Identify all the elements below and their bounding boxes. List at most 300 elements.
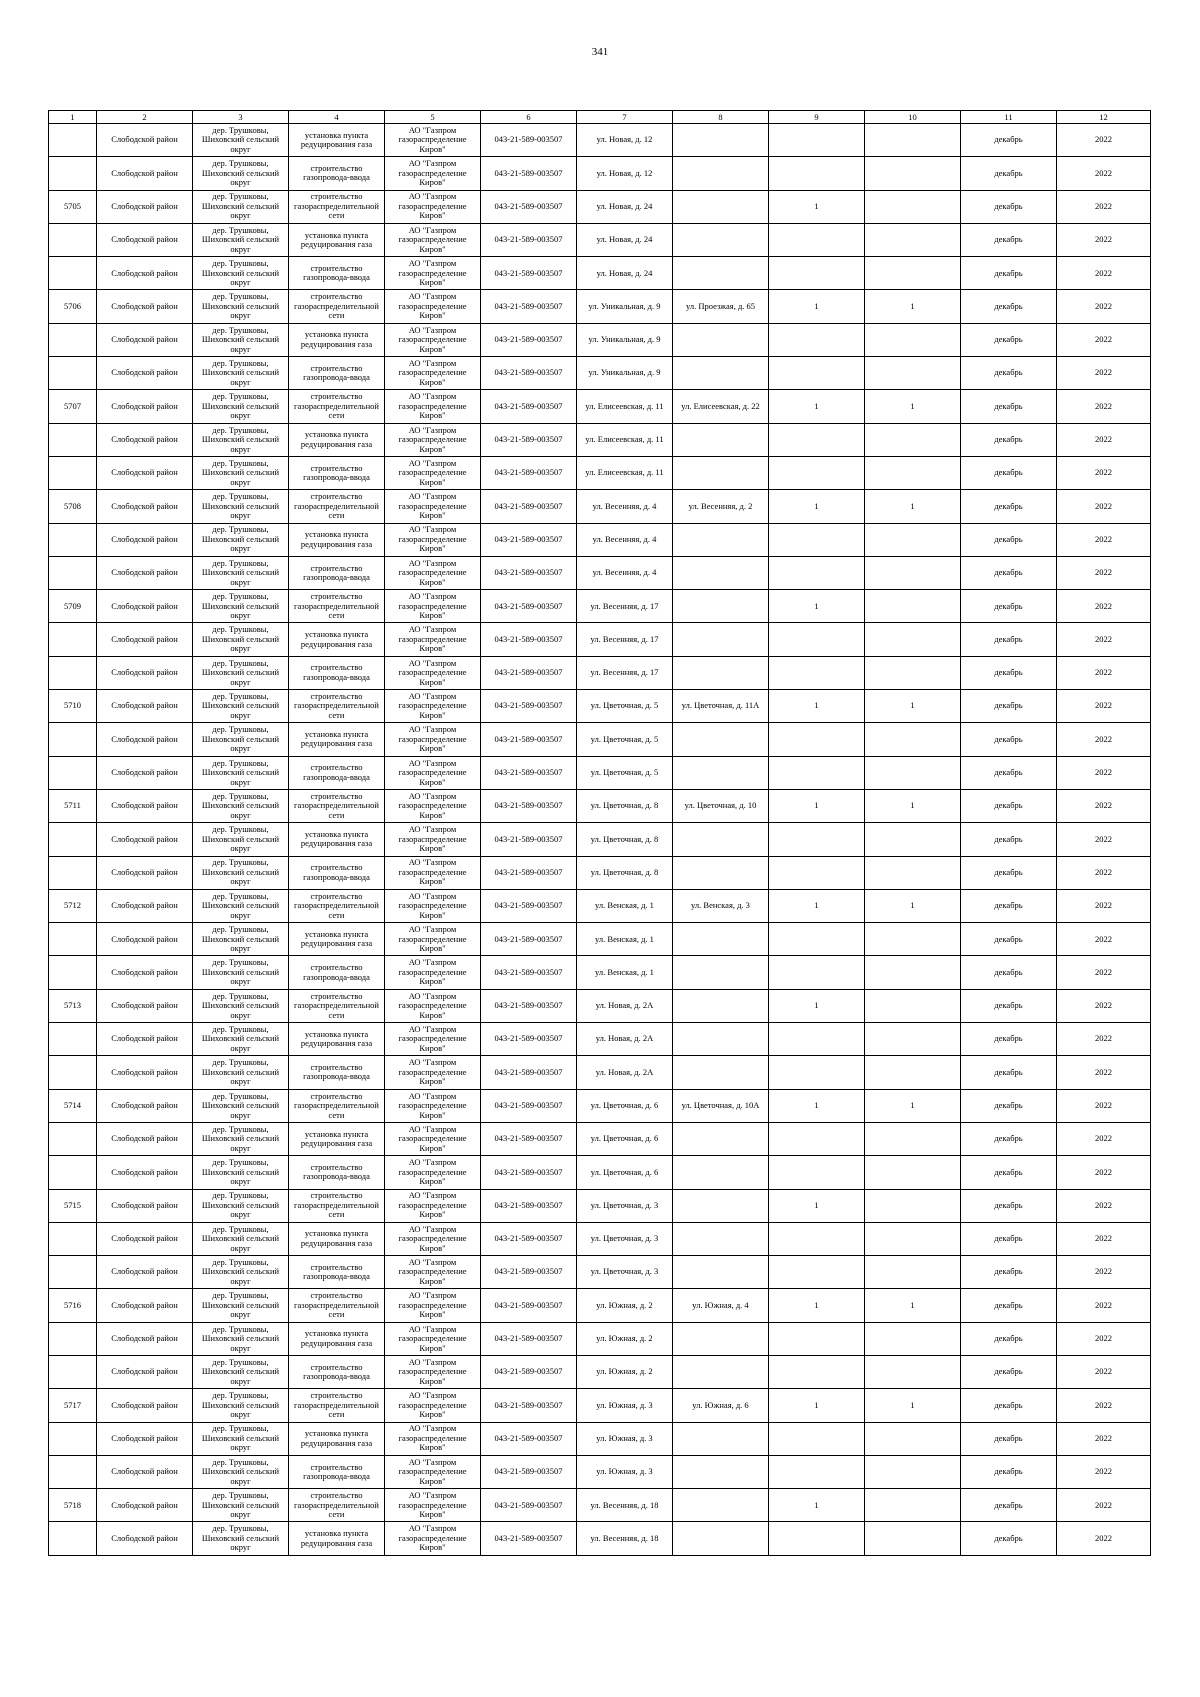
table-cell-c5 <box>385 257 481 290</box>
table-cell-c6 <box>481 1156 577 1189</box>
cell-text: 043-21-589-003507 <box>494 1400 563 1410</box>
cell-text: Слободской район <box>111 1234 178 1244</box>
cell-text: 043-21-589-003507 <box>494 1134 563 1144</box>
cell-text: строительство газораспределительной сети <box>294 192 379 221</box>
cell-text: ул. Новая, д. 24 <box>596 201 653 211</box>
cell-text: декабрь <box>994 168 1023 178</box>
cell-text: строительство газораспределительной сети <box>294 292 379 321</box>
table-cell-c4 <box>289 923 385 956</box>
cell-text: 1 <box>814 801 819 811</box>
table-row <box>49 157 1151 190</box>
table-cell-c7 <box>577 1522 673 1555</box>
cell-text: строительство газораспределительной сети <box>294 1491 379 1520</box>
cell-text: 1 <box>814 1300 819 1310</box>
table-cell-c10 <box>865 1189 961 1222</box>
cell-text: АО "Газпром газораспределение Киров" <box>398 558 467 587</box>
table-cell-c8 <box>673 290 769 323</box>
cell-text: 1 <box>814 601 819 611</box>
table-cell-c12 <box>1057 989 1151 1022</box>
table-cell-c1 <box>49 1489 97 1522</box>
cell-text: Слободской район <box>111 668 178 678</box>
cell-text: строительство газораспределительной сети <box>294 891 379 920</box>
cell-text: 2022 <box>1095 867 1112 877</box>
table-cell-c9 <box>769 823 865 856</box>
cell-text: дер. Трушковы, Шиховский сельский округ <box>201 259 280 288</box>
cell-text: 043-21-589-003507 <box>494 1101 563 1110</box>
table-cell-c9 <box>769 1355 865 1388</box>
table-cell-c4 <box>289 1023 385 1056</box>
cell-text: 2022 <box>1095 1234 1112 1244</box>
table-cell-c5 <box>385 923 481 956</box>
cell-text: дер. Трушковы, Шиховский сельский округ <box>201 292 280 321</box>
table-cell-c7 <box>577 923 673 956</box>
table-cell-c8 <box>673 1222 769 1255</box>
cell-text: дер. Трушковы, Шиховский сельский округ <box>201 592 280 621</box>
table-cell-c3 <box>193 1522 289 1555</box>
table-cell-c8 <box>673 390 769 423</box>
cell-text: 1 <box>814 301 819 311</box>
cell-text: установка пункта редуцирования газа <box>300 1329 373 1348</box>
table-cell-c3 <box>193 1023 289 1056</box>
table-cell-c11 <box>961 390 1057 423</box>
table-cell-c10 <box>865 1122 961 1155</box>
cell-text: установка пункта редуцирования газа <box>300 1029 373 1049</box>
cell-text: Слободской район <box>111 768 178 778</box>
table-row <box>49 1522 1151 1555</box>
table-cell-c11 <box>961 1222 1057 1255</box>
table-cell-c1 <box>49 1023 97 1056</box>
cell-text: декабрь <box>994 901 1023 911</box>
table-cell-c7 <box>577 1256 673 1289</box>
table-cell-c11 <box>961 756 1057 789</box>
cell-text: АО "Газпром газораспределение Киров" <box>398 292 467 321</box>
table-row <box>49 1289 1151 1322</box>
table-cell-c6 <box>481 756 577 789</box>
table-cell-c4 <box>289 1355 385 1388</box>
cell-text: АО "Газпром газораспределение Киров" <box>398 825 467 854</box>
cell-text: ул. Южная, д. 2 <box>596 1334 653 1344</box>
cell-text: АО "Газпром газораспределение Киров" <box>398 625 467 654</box>
cell-text: ул. Цветочная, д. 10А <box>681 1101 760 1110</box>
table-body <box>49 124 1151 1556</box>
table-cell-c1 <box>49 690 97 723</box>
table-row <box>49 290 1151 323</box>
cell-text: установка пункта редуцирования газа <box>300 1429 373 1448</box>
table-cell-c8 <box>673 523 769 556</box>
table-cell-c7 <box>577 290 673 323</box>
cell-text: АО "Газпром газораспределение Киров" <box>398 1257 467 1286</box>
cell-text: 043-21-589-003507 <box>494 468 563 478</box>
table-cell-c8 <box>673 124 769 157</box>
table-cell-c8 <box>673 1455 769 1488</box>
table-cell-c9 <box>769 257 865 290</box>
table-cell-c4 <box>289 823 385 856</box>
cell-text: Слободской район <box>111 201 178 211</box>
cell-text: дер. Трушковы, Шиховский сельский округ <box>201 225 280 254</box>
table-cell-c3 <box>193 1156 289 1189</box>
table-row <box>49 756 1151 789</box>
cell-text: Слободской район <box>111 701 178 711</box>
table-cell-c12 <box>1057 789 1151 822</box>
cell-text: строительство газораспределительной сети <box>294 1191 379 1220</box>
cell-text: декабрь <box>994 534 1023 544</box>
table-cell-c12 <box>1057 590 1151 623</box>
table-row <box>49 690 1151 723</box>
cell-text: Слободской район <box>111 135 178 145</box>
cell-text: ул. Весенняя, д. 4 <box>592 501 657 511</box>
cell-text: декабрь <box>994 967 1023 977</box>
cell-text: дер. Трушковы, Шиховский сельский округ <box>201 1024 280 1053</box>
cell-text: АО "Газпром газораспределение Киров" <box>398 925 467 954</box>
cell-text: 1 <box>910 401 915 411</box>
table-cell-c6 <box>481 1089 577 1122</box>
table-cell-c5 <box>385 1522 481 1555</box>
cell-text: ул. Уникальная, д. 9 <box>588 335 661 345</box>
table-cell-c9 <box>769 1256 865 1289</box>
cell-text: ул. Южная, д. 2 <box>596 1367 653 1377</box>
table-cell-c12 <box>1057 390 1151 423</box>
table-cell-c7 <box>577 690 673 723</box>
table-cell-c8 <box>673 1355 769 1388</box>
cell-text: Слободской район <box>111 901 178 911</box>
table-cell-c10 <box>865 257 961 290</box>
cell-text: 043-21-589-003507 <box>494 1334 563 1344</box>
cell-text: ул. Цветочная, д. 5 <box>590 734 659 744</box>
cell-text: дер. Трушковы, Шиховский сельский округ <box>201 1457 280 1486</box>
table-cell-c11 <box>961 1322 1057 1355</box>
table-cell-c6 <box>481 1122 577 1155</box>
cell-text: 2022 <box>1095 1200 1112 1210</box>
table-cell-c5 <box>385 490 481 523</box>
cell-text: декабрь <box>994 634 1023 644</box>
table-cell-c9 <box>769 556 865 589</box>
cell-text: дер. Трушковы, Шиховский сельский округ <box>201 691 280 720</box>
cell-text: 2022 <box>1095 834 1112 844</box>
table-row <box>49 856 1151 889</box>
table-cell-c8 <box>673 223 769 256</box>
table-cell-c10 <box>865 1056 961 1089</box>
table-cell-c3 <box>193 323 289 356</box>
cell-text: дер. Трушковы, Шиховский сельский округ <box>201 1291 280 1320</box>
cell-text: 1 <box>910 1400 915 1410</box>
table-cell-c9 <box>769 1189 865 1222</box>
table-cell-c5 <box>385 989 481 1022</box>
table-cell-c4 <box>289 1289 385 1322</box>
cell-text: установка пункта редуцирования газа <box>300 130 373 150</box>
table-cell-c7 <box>577 1389 673 1422</box>
cell-text: 2022 <box>1095 468 1112 478</box>
table-cell-c3 <box>193 1089 289 1122</box>
table-cell-c3 <box>193 290 289 323</box>
table-cell-c11 <box>961 956 1057 989</box>
cell-text: ул. Уникальная, д. 9 <box>588 368 661 378</box>
cell-text: ул. Новая, д. 2А <box>595 1034 654 1044</box>
table-cell-c6 <box>481 490 577 523</box>
cell-text: строительство газопровода-ввода <box>303 663 370 682</box>
table-row <box>49 956 1151 989</box>
table-cell-c4 <box>289 124 385 157</box>
table-cell-c4 <box>289 1156 385 1189</box>
table-cell-c9 <box>769 590 865 623</box>
cell-text: Слободской район <box>111 501 178 511</box>
cell-text: ул. Цветочная, д. 6 <box>590 1101 659 1110</box>
cell-text: строительство газопровода-ввода <box>303 863 370 882</box>
table-cell-c2 <box>97 1422 193 1455</box>
table-row <box>49 1422 1151 1455</box>
cell-text: ул. Цветочная, д. 8 <box>590 867 659 877</box>
table-cell-c1 <box>49 456 97 489</box>
cell-text: 2022 <box>1095 1034 1112 1044</box>
cell-text: декабрь <box>994 201 1023 211</box>
table-cell-c11 <box>961 257 1057 290</box>
cell-text: 2022 <box>1095 268 1112 278</box>
table-cell-c3 <box>193 923 289 956</box>
cell-text: 2022 <box>1095 1167 1112 1177</box>
cell-text: декабрь <box>994 1067 1023 1077</box>
table-cell-c7 <box>577 856 673 889</box>
cell-text: дер. Трушковы, Шиховский сельский округ <box>201 1191 280 1220</box>
table-cell-c1 <box>49 1156 97 1189</box>
table-cell-c1 <box>49 956 97 989</box>
table-cell-c11 <box>961 124 1057 157</box>
cell-text: АО "Газпром газораспределение Киров" <box>398 1058 467 1087</box>
table-cell-c6 <box>481 157 577 190</box>
table-cell-c8 <box>673 590 769 623</box>
cell-text: 043-21-589-003507 <box>494 301 563 311</box>
cell-text: ул. Цветочная, д. 3 <box>590 1200 659 1210</box>
cell-text: Слободской район <box>111 1101 178 1110</box>
table-cell-c11 <box>961 723 1057 756</box>
cell-text: 043-21-589-003507 <box>494 401 563 411</box>
cell-text: 2022 <box>1095 1400 1112 1410</box>
cell-text: 2022 <box>1095 335 1112 345</box>
cell-text: Слободской район <box>111 601 178 611</box>
cell-text: 043-21-589-003507 <box>494 1367 563 1377</box>
table-cell-c11 <box>961 456 1057 489</box>
table-cell-c6 <box>481 124 577 157</box>
table-cell-c11 <box>961 523 1057 556</box>
table-cell-c12 <box>1057 856 1151 889</box>
cell-text: 043-21-589-003507 <box>494 901 563 911</box>
cell-text: ул. Венская, д. 1 <box>595 934 654 944</box>
table-cell-c9 <box>769 756 865 789</box>
table-cell-c7 <box>577 889 673 922</box>
table-cell-c2 <box>97 456 193 489</box>
table-cell-c9 <box>769 423 865 456</box>
table-cell-c7 <box>577 756 673 789</box>
table-cell-c7 <box>577 423 673 456</box>
cell-text: 043-21-589-003507 <box>494 1533 563 1543</box>
table-cell-c10 <box>865 1023 961 1056</box>
table-cell-c7 <box>577 1455 673 1488</box>
cell-text: ул. Уникальная, д. 9 <box>588 301 661 311</box>
table-cell-c8 <box>673 690 769 723</box>
table-cell-c2 <box>97 290 193 323</box>
table-row <box>49 656 1151 689</box>
table-row <box>49 523 1151 556</box>
table-cell-c2 <box>97 1256 193 1289</box>
cell-text: Слободской район <box>111 1001 178 1011</box>
table-cell-c4 <box>289 756 385 789</box>
cell-text: АО "Газпром газораспределение Киров" <box>398 1124 467 1153</box>
cell-text: АО "Газпром газораспределение Киров" <box>398 592 467 621</box>
cell-text: 043-21-589-003507 <box>494 368 563 378</box>
cell-text: декабрь <box>994 668 1023 678</box>
cell-text: ул. Елисеевская, д. 11 <box>585 401 664 411</box>
cell-text: 2022 <box>1095 1134 1112 1144</box>
cell-text: АО "Газпром газораспределение Киров" <box>398 1224 467 1253</box>
table-row <box>49 1056 1151 1089</box>
table-cell-c12 <box>1057 1189 1151 1222</box>
cell-text: дер. Трушковы, Шиховский сельский округ <box>201 758 280 787</box>
cell-text: АО "Газпром газораспределение Киров" <box>398 1357 467 1386</box>
cell-text: ул. Цветочная, д. 5 <box>590 768 659 778</box>
table-cell-c6 <box>481 223 577 256</box>
cell-text: 043-21-589-003507 <box>494 768 563 778</box>
cell-text: 043-21-589-003507 <box>494 534 563 544</box>
table-cell-c11 <box>961 1089 1057 1122</box>
table-cell-c9 <box>769 1455 865 1488</box>
table-cell-c7 <box>577 1322 673 1355</box>
table-cell-c2 <box>97 490 193 523</box>
cell-text: декабрь <box>994 301 1023 311</box>
table-cell-c9 <box>769 956 865 989</box>
cell-text: строительство газопровода-ввода <box>303 963 370 982</box>
table-cell-c9 <box>769 989 865 1022</box>
table-row <box>49 1089 1151 1122</box>
table-cell-c1 <box>49 124 97 157</box>
table-cell-c1 <box>49 556 97 589</box>
table-cell-c6 <box>481 323 577 356</box>
cell-text: 043-21-589-003507 <box>494 934 563 944</box>
table-cell-c10 <box>865 989 961 1022</box>
table-cell-c8 <box>673 190 769 223</box>
table-cell-c3 <box>193 423 289 456</box>
table-cell-c11 <box>961 856 1057 889</box>
table-cell-c7 <box>577 623 673 656</box>
table-cell-c6 <box>481 989 577 1022</box>
cell-text: 2022 <box>1095 501 1112 511</box>
table-cell-c9 <box>769 157 865 190</box>
table-cell-c1 <box>49 789 97 822</box>
table-cell-c2 <box>97 1222 193 1255</box>
table-cell-c9 <box>769 1156 865 1189</box>
table-cell-c4 <box>289 257 385 290</box>
table-cell-c10 <box>865 223 961 256</box>
table-cell-c6 <box>481 456 577 489</box>
table-cell-c3 <box>193 1322 289 1355</box>
cell-text: 043-21-589-003507 <box>494 668 563 678</box>
column-header: 10 <box>865 111 961 124</box>
cell-text: ул. Венская, д. 1 <box>595 901 654 911</box>
cell-text: 043-21-589-003507 <box>494 1500 563 1510</box>
table-cell-c10 <box>865 157 961 190</box>
table-cell-c1 <box>49 923 97 956</box>
table-cell-c1 <box>49 257 97 290</box>
table-cell-c4 <box>289 1422 385 1455</box>
cell-text: ул. Венская, д. 1 <box>595 967 654 977</box>
table-cell-c7 <box>577 823 673 856</box>
table-cell-c10 <box>865 490 961 523</box>
cell-text: строительство газопровода-ввода <box>303 1362 370 1382</box>
cell-text: декабрь <box>994 568 1023 578</box>
cell-text: 2022 <box>1095 568 1112 578</box>
table-cell-c4 <box>289 856 385 889</box>
table-cell-c8 <box>673 1289 769 1322</box>
table-cell-c4 <box>289 789 385 822</box>
cell-text: 2022 <box>1095 1300 1112 1310</box>
table-cell-c12 <box>1057 1322 1151 1355</box>
table-cell-c4 <box>289 357 385 390</box>
table-cell-c5 <box>385 723 481 756</box>
table-cell-c10 <box>865 623 961 656</box>
table-cell-c6 <box>481 1189 577 1222</box>
cell-text: дер. Трушковы, Шиховский сельский округ <box>201 725 280 754</box>
cell-text: дер. Трушковы, Шиховский сельский округ <box>201 159 280 188</box>
table-cell-c2 <box>97 956 193 989</box>
cell-text: ул. Проезжая, д. 65 <box>685 301 756 311</box>
table-cell-c11 <box>961 1489 1057 1522</box>
cell-text: 043-21-589-003507 <box>494 201 563 211</box>
table-cell-c5 <box>385 1355 481 1388</box>
table-cell-c7 <box>577 1222 673 1255</box>
table-cell-c10 <box>865 1289 961 1322</box>
cell-text: строительство газопровода-ввода <box>303 1462 370 1482</box>
table-cell-c11 <box>961 1056 1057 1089</box>
table-cell-c9 <box>769 390 865 423</box>
cell-text: строительство газопровода-ввода <box>303 363 370 383</box>
table-cell-c11 <box>961 490 1057 523</box>
cell-text: дер. Трушковы, Шиховский сельский округ <box>201 825 280 854</box>
column-header: 12 <box>1057 111 1151 124</box>
table-cell-c1 <box>49 1455 97 1488</box>
table-cell-c3 <box>193 556 289 589</box>
table-cell-c8 <box>673 1089 769 1122</box>
table-cell-c3 <box>193 1455 289 1488</box>
cell-text: Слободской район <box>111 1167 178 1177</box>
cell-text: дер. Трушковы, Шиховский сельский округ <box>201 858 280 887</box>
table-cell-c8 <box>673 1122 769 1155</box>
table-cell-c2 <box>97 323 193 356</box>
table-cell-c12 <box>1057 656 1151 689</box>
cell-text: ул. Цветочная, д. 6 <box>590 1134 659 1144</box>
cell-text: АО "Газпром газораспределение Киров" <box>398 325 467 354</box>
table-cell-c4 <box>289 1522 385 1555</box>
cell-text: 5707 <box>64 401 81 411</box>
table-cell-c9 <box>769 323 865 356</box>
table-cell-c5 <box>385 1422 481 1455</box>
cell-text: ул. Весенняя, д. 4 <box>592 534 657 544</box>
table-cell-c12 <box>1057 1389 1151 1422</box>
table-cell-c3 <box>193 1489 289 1522</box>
cell-text: ул. Весенняя, д. 4 <box>592 568 657 578</box>
cell-text: 2022 <box>1095 1367 1112 1377</box>
cell-text: установка пункта редуцирования газа <box>300 1129 373 1149</box>
table-row <box>49 357 1151 390</box>
table-cell-c4 <box>289 1455 385 1488</box>
table-cell-c1 <box>49 1256 97 1289</box>
table-cell-c4 <box>289 1056 385 1089</box>
cell-text: установка пункта редуцирования газа <box>300 630 373 649</box>
table-cell-c1 <box>49 357 97 390</box>
cell-text: 1 <box>814 1500 819 1510</box>
table-cell-c3 <box>193 856 289 889</box>
table-cell-c9 <box>769 223 865 256</box>
table-row <box>49 1389 1151 1422</box>
table-cell-c6 <box>481 423 577 456</box>
table-cell-c11 <box>961 1422 1057 1455</box>
cell-text: дер. Трушковы, Шиховский сельский округ <box>201 1491 280 1520</box>
